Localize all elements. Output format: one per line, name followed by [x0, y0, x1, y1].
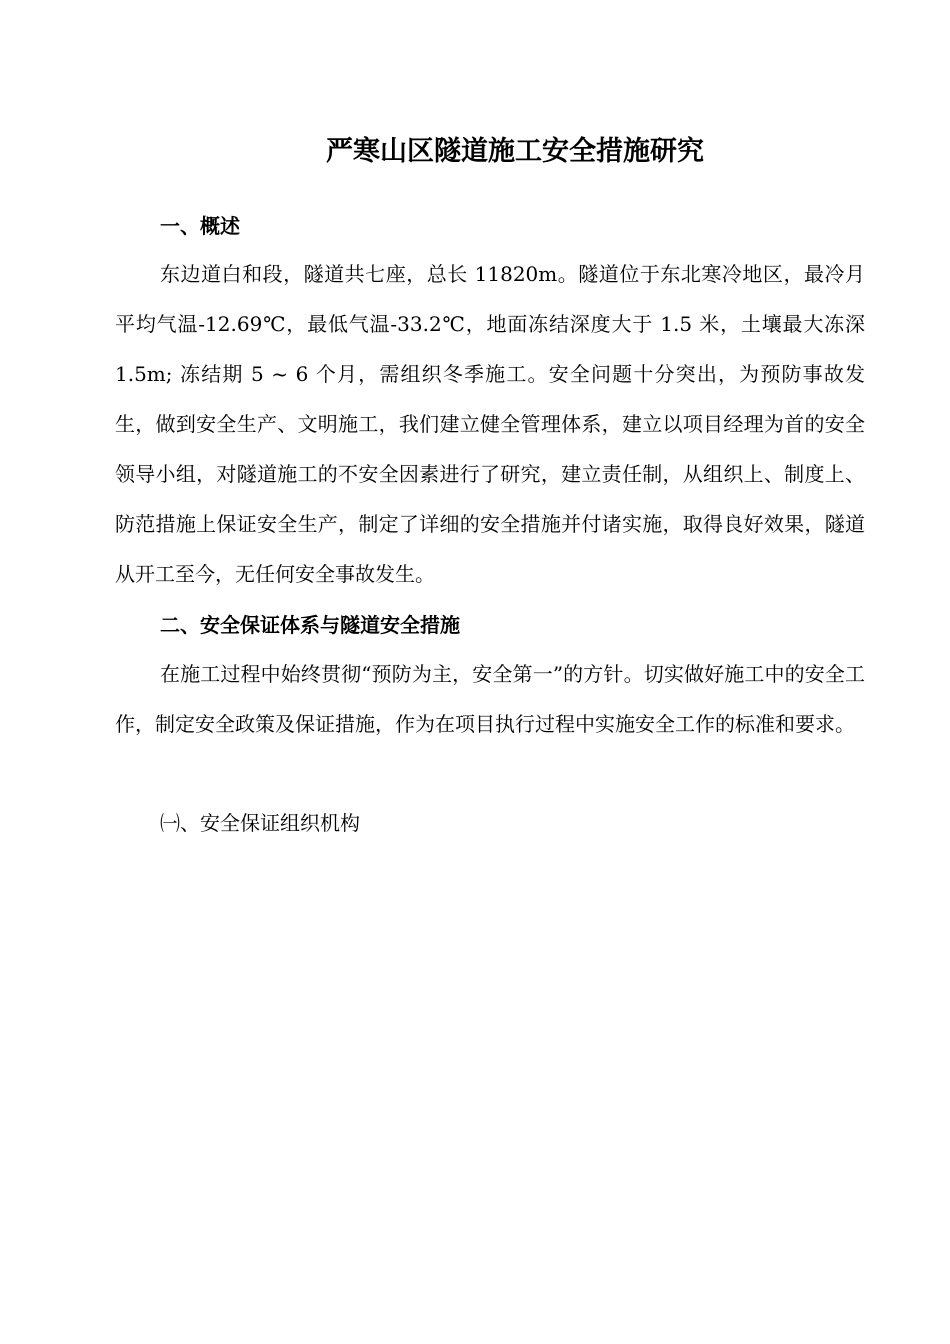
safety-system-paragraph: 在施工过程中始终贯彻“预防为主，安全第一”的方针。切实做好施工中的安全工作，制定安全政策及保证措施，作为在项目执行过程中实施安全工作的标准和要求。: [115, 662, 865, 736]
document-title: 严寒山区隧道施工安全措施研究: [326, 136, 704, 167]
section-heading-safety-system: 二、安全保证体系与隧道安全措施: [160, 613, 460, 637]
overview-paragraph: 东边道白和段，隧道共七座，总长 11820m。隧道位于东北寒冷地区，最冷月平均气温-12.69℃，最低气温-33.2℃，地面冻结深度大于 1.5 米，土壤最大冻深 1.5m; 冻结期 5 ~ 6 个月，需组织冬季施工。安全问题十分突出，为预防事故发生，做到安全生产、文明施工，我们建立健全管理体系，建立以项目经理为首的安全领导小组，对隧道施工的不安全因素进行了研究，建立责任制，从组织上、制度上、防范措施上保证安全生产，制定了详细的安全措施并付诸实施，取得良好效果，隧道从开工至今，无任何安全事故发生。: [115, 262, 865, 586]
subheading-safety-organization: ㈠、安全保证组织机构: [160, 811, 360, 835]
section-heading-overview: 一、概述: [160, 214, 240, 238]
